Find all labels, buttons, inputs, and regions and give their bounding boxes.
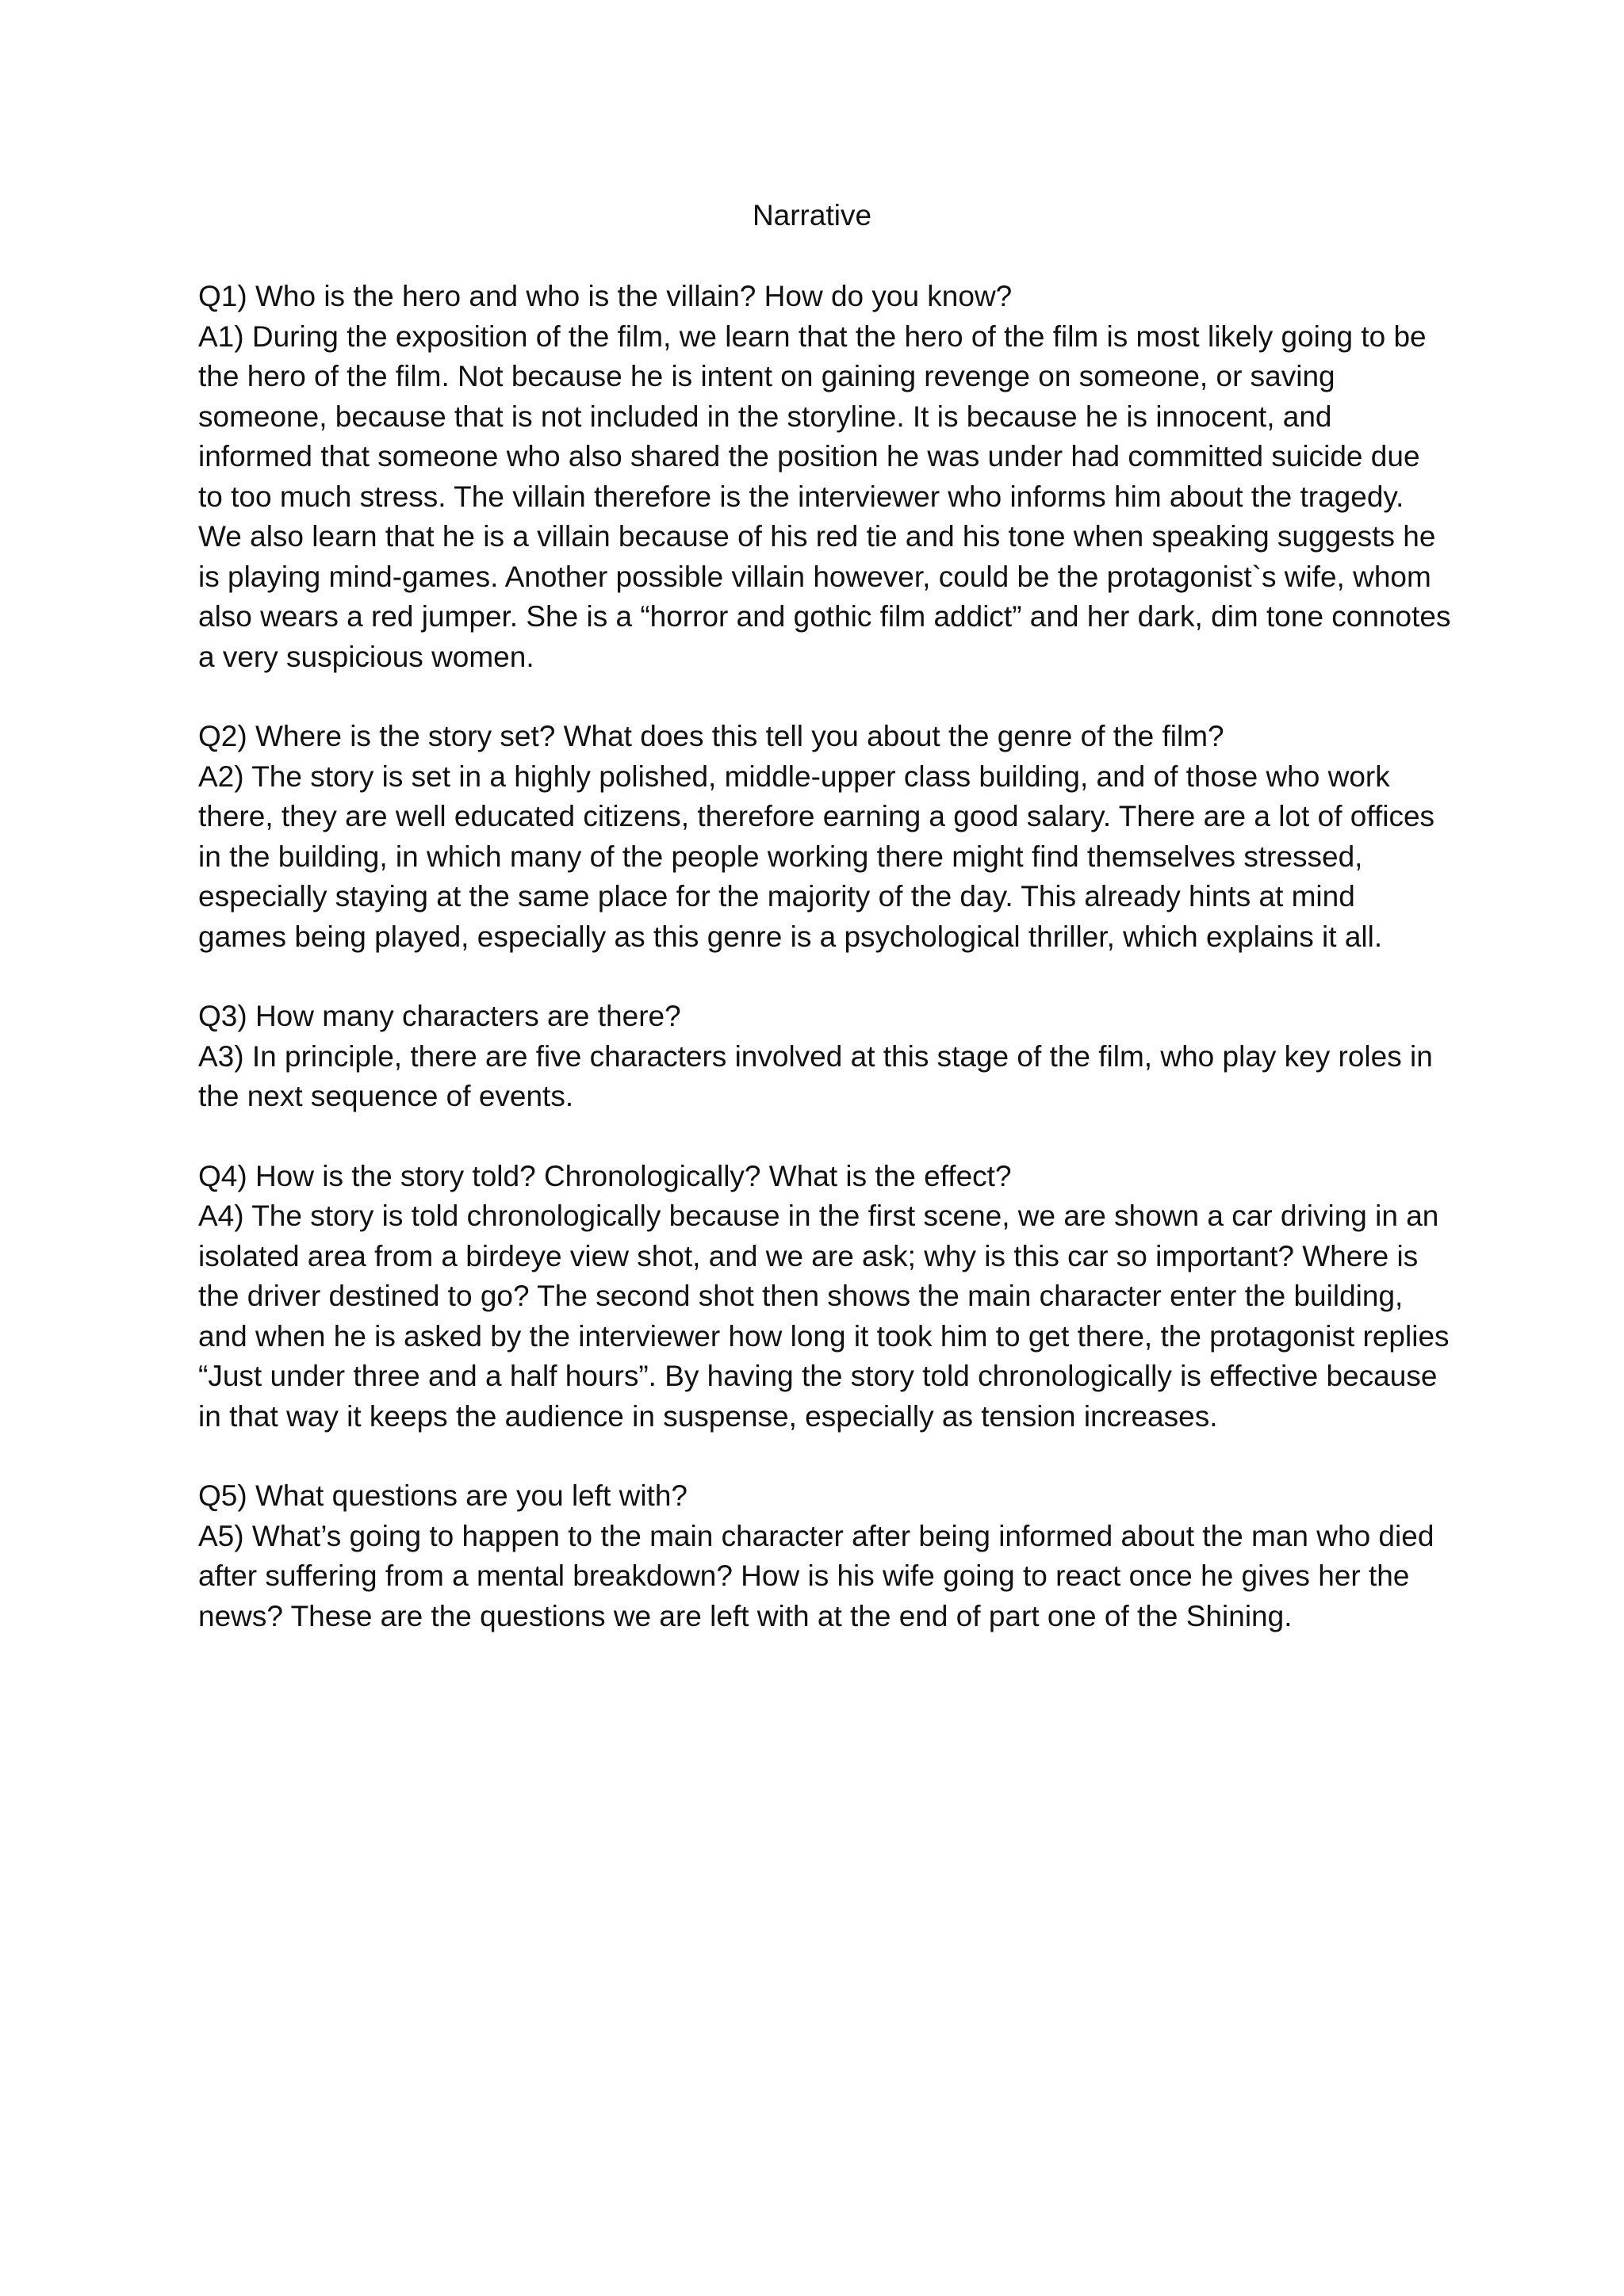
question-5: Q5) What questions are you left with? bbox=[198, 1479, 688, 1512]
answer-1: A1) During the exposition of the film, we learn that the hero of the film is most likely going to be the hero of the film. Not because he is intent on gaining revenge on someone, or saving someone, because that is not included in the storyline. It is because he is innocent, and informed that someone who also shared the position he was under had committed suicide due to too much stress. The villain therefore is the interviewer who informs him about the tragedy. We also learn that he is a villain because of his red tie and his tone when speaking suggests he is playing mind-games. Another possible villain however, could be the protagonist`s wife, whom also wears a red jumper. She is a “horror and gothic film addict” and her dark, dim tone connotes a very suspicious women. bbox=[198, 320, 1451, 673]
answer-2: A2) The story is set in a highly polished, middle-upper class building, and of those who work there, they are well educated citizens, therefore earning a good salary. There are a lot of offices in the building, in which many of the people working there might find themselves stressed, especially staying at the same place for the majority of the day. This already hints at mind games being played, especially as this genre is a psychological thriller, which explains it all. bbox=[198, 760, 1435, 953]
question-3: Q3) How many characters are there? bbox=[198, 1000, 681, 1032]
question-1: Q1) Who is the hero and who is the villain? How do you know? bbox=[198, 280, 1013, 312]
document-body bbox=[198, 277, 1451, 1676]
qa-section-4 bbox=[198, 1157, 1451, 1437]
qa-section-2 bbox=[198, 717, 1451, 957]
answer-4: A4) The story is told chronologically because in the first scene, we are shown a car driving in an isolated area from a birdeye view shot, and we are ask; why is this car so important? Where is the driver destined to go? The second shot then shows the main character enter the building, and when he is asked by the interviewer how long it took him to get there, the protagonist replies “Just under three and a half hours”. By having the story told chronologically is effective because in that way it keeps the audience in suspense, especially as tension increases. bbox=[198, 1200, 1450, 1433]
answer-3: A3) In principle, there are five characters involved at this stage of the film, who play key roles in the next sequence of events. bbox=[198, 1039, 1433, 1112]
document-title: Narrative bbox=[752, 199, 872, 232]
qa-section-1 bbox=[198, 277, 1451, 677]
question-4: Q4) How is the story told? Chronologically? What is the effect? bbox=[198, 1159, 1012, 1192]
question-2: Q2) Where is the story set? What does this tell you about the genre of the film? bbox=[198, 720, 1224, 752]
qa-section-3 bbox=[198, 997, 1451, 1117]
answer-5: A5) What’s going to happen to the main character after being informed about the man who died after suffering from a mental breakdown? How is his wife going to react once he gives her the news? These are the questions we are left with at the end of part one of the Shining. bbox=[198, 1519, 1434, 1632]
qa-section-5 bbox=[198, 1476, 1451, 1636]
